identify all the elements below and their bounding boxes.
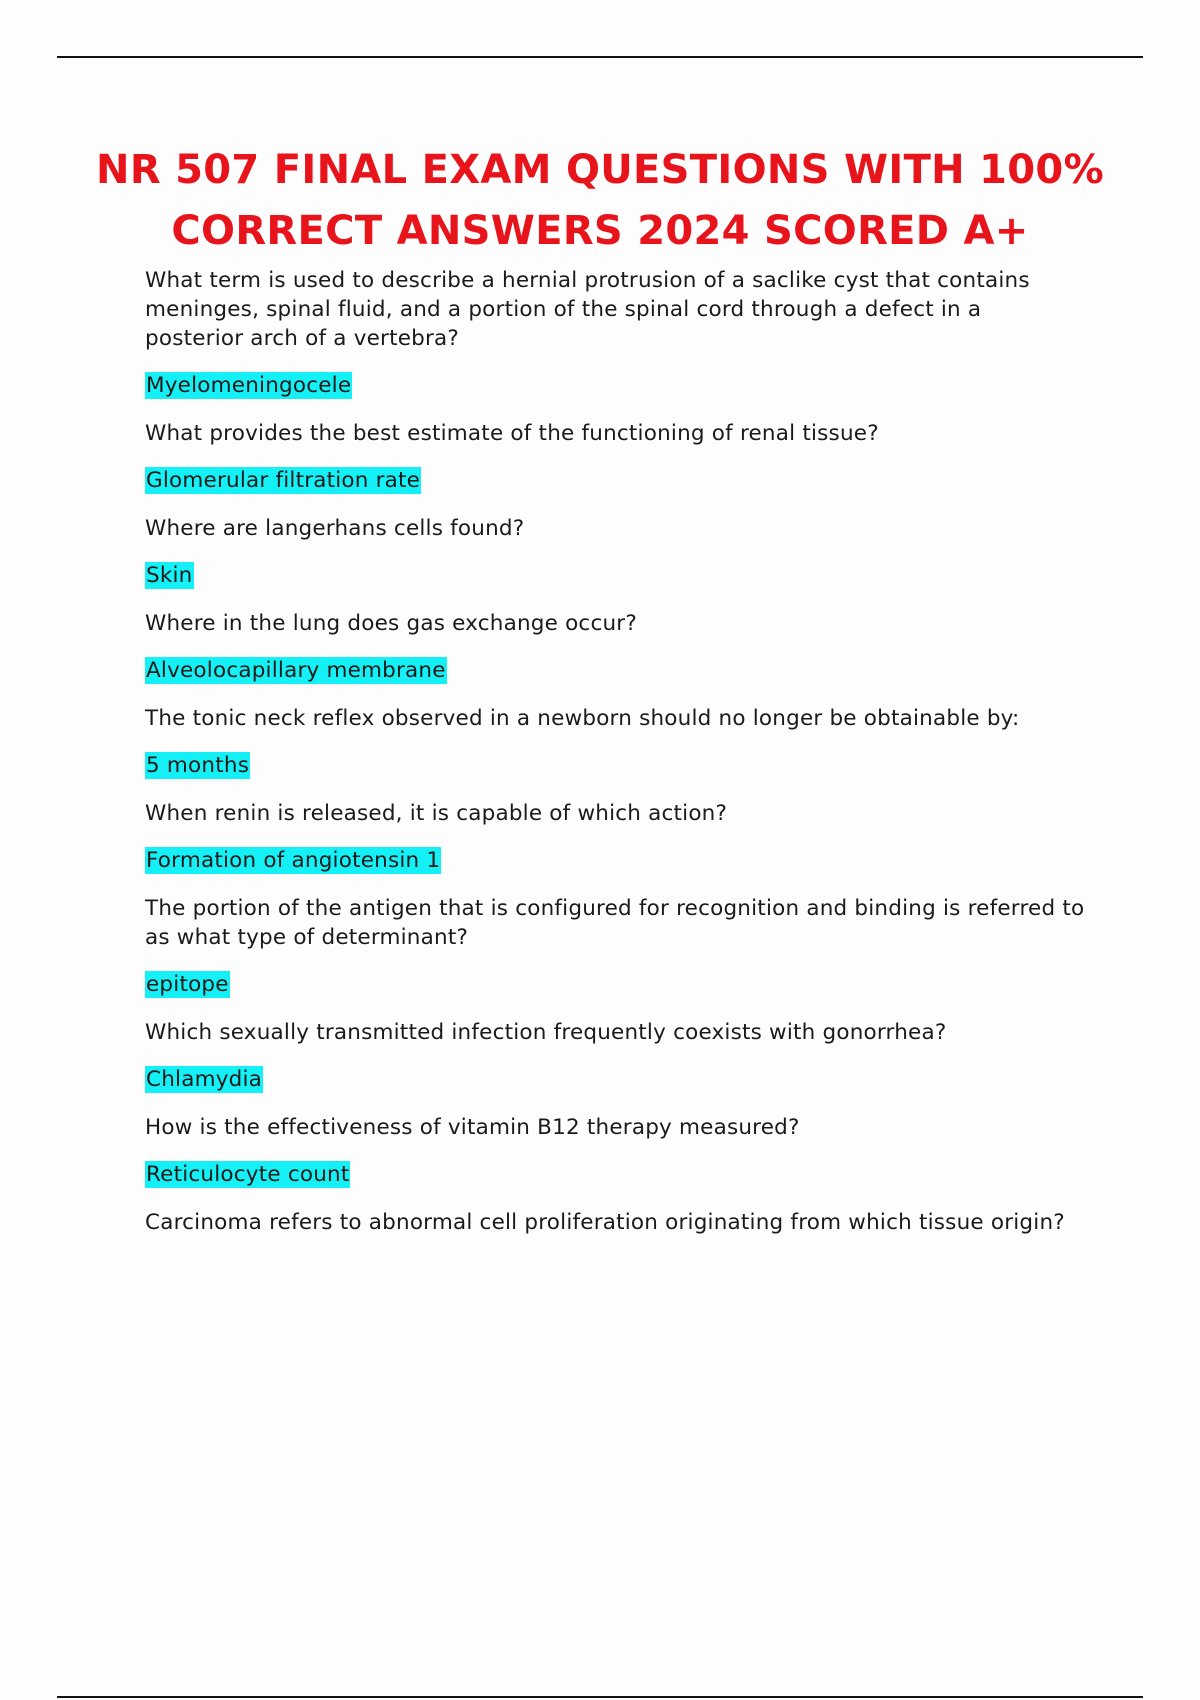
question-8: Which sexually transmitted infection frequently coexists with gonorrhea? [145, 1020, 947, 1045]
answer-highlight: epitope [146, 972, 229, 997]
question-3: Where are langerhans cells found? [145, 516, 525, 541]
answer-highlight: Alveolocapillary membrane [146, 658, 446, 683]
answer-highlight: Myelomeningocele [146, 373, 352, 398]
question-10: Carcinoma refers to abnormal cell proliferation originating from which tissue origin? [145, 1210, 1065, 1235]
answer-highlight: Skin [146, 563, 193, 588]
question-7: The portion of the antigen that is configured for recognition and binding is referred to as what type of determinant? [145, 896, 1085, 950]
answer-highlight: Glomerular filtration rate [146, 468, 421, 493]
question-9: How is the effectiveness of vitamin B12 therapy measured? [145, 1115, 800, 1140]
answer-1 [145, 371, 1085, 400]
answer-5 [145, 751, 1085, 780]
question-1: What term is used to describe a hernial protrusion of a saclike cyst that contains meninges, spinal fluid, and a portion of the spinal cord through a defect in a posterior arch of a vertebra? [145, 268, 1030, 351]
answer-3 [145, 561, 1085, 590]
answer-highlight: Formation of angiotensin 1 [146, 848, 441, 873]
question-6: When renin is released, it is capable of which action? [145, 801, 728, 826]
answer-highlight: Chlamydia [146, 1067, 263, 1092]
answer-7 [145, 970, 1085, 999]
page-title: NR 507 FINAL EXAM QUESTIONS WITH 100% CORRECT ANSWERS 2024 SCORED A+ [96, 147, 1104, 254]
answer-8 [145, 1065, 1085, 1094]
answer-highlight: Reticulocyte count [146, 1162, 350, 1187]
answer-4 [145, 656, 1085, 685]
question-2: What provides the best estimate of the functioning of renal tissue? [145, 421, 879, 446]
answer-6 [145, 846, 1085, 875]
question-5: The tonic neck reflex observed in a newborn should no longer be obtainable by: [145, 706, 1020, 731]
qa-list [145, 266, 1085, 1255]
answer-9 [145, 1160, 1085, 1189]
header-rule [57, 56, 1143, 58]
answer-highlight: 5 months [146, 753, 250, 778]
footer-rule [57, 1696, 1143, 1698]
question-4: Where in the lung does gas exchange occur? [145, 611, 637, 636]
answer-2 [145, 466, 1085, 495]
